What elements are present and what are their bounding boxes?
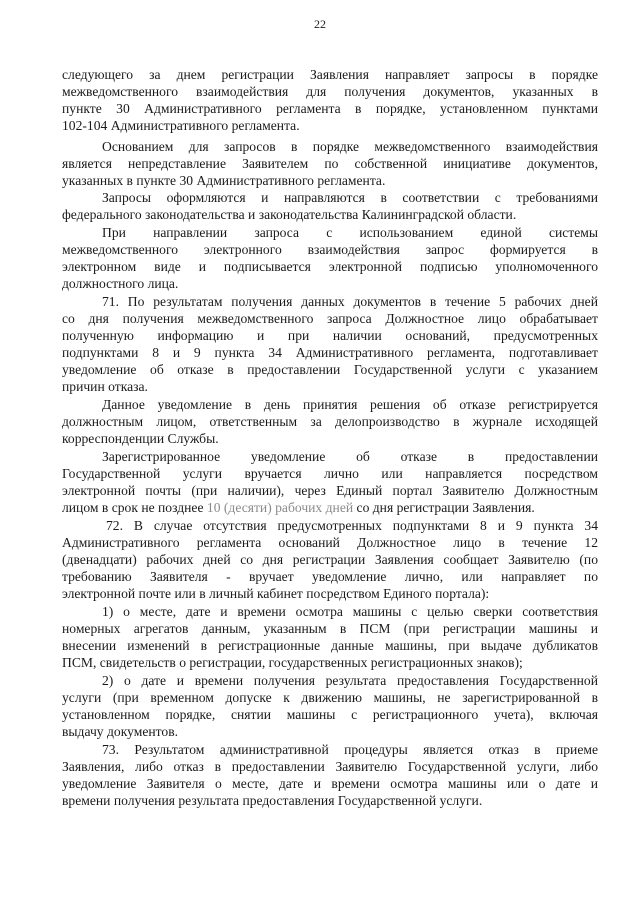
text-line: должностным лицом, ответственным за делопроизводство в журнале исходящей: [62, 414, 598, 429]
text-line: уведомление об отказе в предоставлении Государственной услуги с указанием: [62, 362, 598, 377]
text-line: требованию Заявителя - вручает уведомление лично, или направляет по: [62, 569, 598, 584]
text-line: электронной почте или в личный кабинет посредством Единого портала):: [62, 586, 490, 601]
text-line: указанных в пункте 30 Административного регламента.: [62, 173, 386, 188]
text-line: корреспонденции Службы.: [62, 431, 219, 446]
text-line: [62, 499, 598, 516]
text-line: полученную информацию и при наличии оснований, предусмотренных: [62, 328, 598, 343]
text-fragment: со дня регистрации Заявления.: [356, 500, 535, 515]
text-line: 72. В случае отсутствия предусмотренных подпунктами 8 и 9 пункта 34: [106, 518, 598, 533]
text-line: времени получения результата предоставления Государственной услуги.: [62, 793, 483, 808]
text-line: должностного лица.: [62, 276, 179, 291]
text-line: Государственной услуги вручается лично или направляется посредством: [62, 466, 598, 481]
text-line: (двенадцати) рабочих дней со дня регистрации Заявления сообщает Заявителю (по: [62, 552, 598, 567]
text-line: Данное уведомление в день принятия решения об отказе регистрируется: [102, 397, 598, 412]
text-line: пункте 30 Административного регламента в порядке, установленном пунктами: [62, 101, 598, 116]
text-line: межведомственного электронного взаимодействия запрос формируется в: [62, 242, 598, 257]
text-line: Зарегистрированное уведомление об отказе в предоставлении: [102, 449, 598, 464]
text-line: 2) о дате и времени получения результата предоставления Государственной: [102, 673, 598, 688]
text-line: межведомственного взаимодействия для получения документов, указанных в: [62, 84, 598, 99]
text-fragment-faded: 10 (десяти) рабочих дней: [206, 500, 354, 515]
text-line: внесении изменений в регистрационные данные машины, при выдаче дубликатов: [62, 638, 598, 653]
text-line: Запросы оформляются и направляются в соответствии с требованиями: [102, 190, 598, 205]
text-line: электронном виде и подписывается электронной подписью уполномоченного: [62, 259, 598, 274]
text-line: федерального законодательства и законодательства Калининградской области.: [62, 207, 517, 222]
text-line: установленном порядке, снятии машины с регистрационного учета), включая: [62, 707, 598, 722]
text-line: уведомление Заявителя о месте, дате и времени осмотра машины или о дате и: [62, 776, 598, 791]
text-line: ПСМ, свидетельств о регистрации, государственных регистрационных знаков);: [62, 655, 523, 670]
text-line: со дня получения межведомственного запроса Должностное лицо обрабатывает: [62, 311, 598, 326]
text-line: подпунктами 8 и 9 пункта 34 Административного регламента, подготавливает: [62, 345, 598, 360]
text-line: 1) о месте, дате и времени осмотра машины с целью сверки соответствия: [102, 604, 598, 619]
text-line: Административного регламента оснований Должностное лицо в течение 12: [62, 535, 598, 550]
text-line: 71. По результатам получения данных документов в течение 5 рабочих дней: [102, 294, 598, 309]
text-fragment: лицом в срок не позднее: [62, 500, 204, 515]
text-line: является непредставление Заявителем по собственной инициативе документов,: [62, 156, 598, 171]
text-line: 102-104 Административного регламента.: [62, 118, 300, 133]
page-number: 22: [314, 17, 326, 31]
text-line: номерных агрегатов данным, указанным в ПСМ (при регистрации машины и: [62, 621, 598, 636]
text-line: услуги (при временном допуске к движению машины, не зарегистрированной в: [62, 690, 598, 705]
text-line: При направлении запроса с использованием единой системы: [102, 225, 598, 240]
text-line: причин отказа.: [62, 379, 148, 394]
text-line: электронной почты (при наличии), через Единый портал Заявителю Должностным: [62, 483, 598, 498]
text-line: выдачу документов.: [62, 724, 179, 739]
text-line: 73. Результатом административной процедуры является отказ в приеме: [102, 742, 598, 757]
text-line: Заявления, либо отказ в предоставлении Заявителю Государственной услуги, либо: [62, 759, 598, 774]
text-line: следующего за днем регистрации Заявления направляет запросы в порядке: [62, 67, 598, 82]
text-line: Основанием для запросов в порядке межведомственного взаимодействия: [102, 139, 598, 154]
